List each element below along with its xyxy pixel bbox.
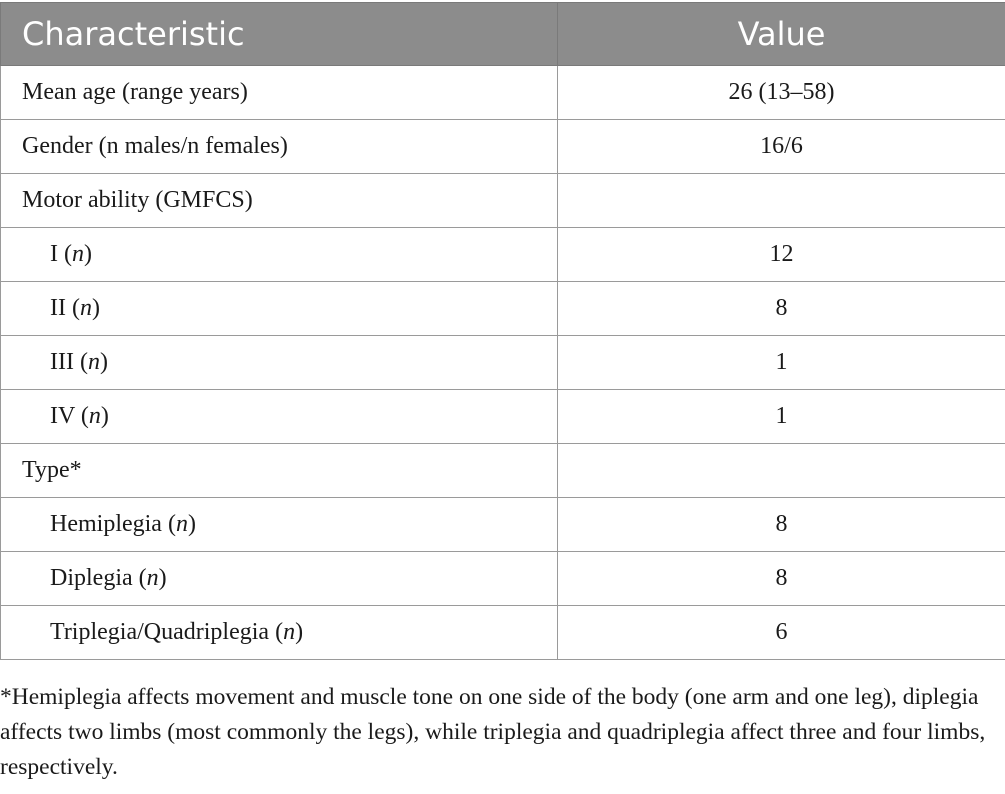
row-label-text: Motor ability (GMFCS) <box>22 187 253 213</box>
row-label-n: n <box>87 349 100 375</box>
row-label-text: Diplegia ( <box>50 565 147 591</box>
row-label-close: ) <box>83 241 92 267</box>
row-label-n: n <box>175 511 188 537</box>
row-value: 8 <box>558 498 1005 552</box>
header-characteristic: Characteristic <box>1 3 558 66</box>
row-value: 12 <box>558 228 1005 282</box>
row-label-text: Mean age (range years) <box>22 79 248 105</box>
row-label-text: III ( <box>50 349 88 375</box>
row-value: 6 <box>558 606 1005 660</box>
row-label-n: n <box>283 619 296 645</box>
row-label-text: II ( <box>50 295 80 321</box>
characteristics-table <box>0 2 1005 660</box>
row-label-close: ) <box>99 349 108 375</box>
row-label <box>1 552 558 606</box>
table-row <box>1 174 1005 228</box>
row-value: 8 <box>558 552 1005 606</box>
row-label-text: Gender (n males/n females) <box>22 133 288 159</box>
characteristics-table-wrapper <box>0 2 1005 660</box>
row-value: 1 <box>558 390 1005 444</box>
row-label-n: n <box>146 565 159 591</box>
table-row <box>1 66 1005 120</box>
row-label <box>1 228 558 282</box>
row-label-close: ) <box>158 565 167 591</box>
row-value: 1 <box>558 336 1005 390</box>
row-label <box>1 498 558 552</box>
table-row <box>1 390 1005 444</box>
row-value: 8 <box>558 282 1005 336</box>
table-row <box>1 228 1005 282</box>
row-label <box>1 282 558 336</box>
table-footnote: *Hemiplegia affects movement and muscle tone on one side of the body (one arm and one leg), diplegia affects two limbs (most commonly the legs), while triplegia and quadriplegia affect three and four limbs, respectively. <box>0 684 986 780</box>
table-row <box>1 282 1005 336</box>
row-label <box>1 606 558 660</box>
row-label-text: I ( <box>50 241 72 267</box>
row-label <box>1 336 558 390</box>
table-row <box>1 606 1005 660</box>
row-label <box>1 174 558 228</box>
table-row <box>1 498 1005 552</box>
row-label-close: ) <box>91 295 100 321</box>
row-label-n: n <box>88 403 101 429</box>
row-label-close: ) <box>100 403 109 429</box>
table-body <box>1 66 1005 660</box>
row-label <box>1 390 558 444</box>
row-label-text: IV ( <box>50 403 89 429</box>
row-label <box>1 444 558 498</box>
row-label <box>1 120 558 174</box>
header-value: Value <box>558 3 1005 66</box>
row-label-close: ) <box>187 511 196 537</box>
row-label-n: n <box>79 295 92 321</box>
row-label-text: Triplegia/Quadriplegia ( <box>50 619 284 645</box>
table-header <box>1 3 1005 66</box>
row-label-close: ) <box>295 619 304 645</box>
table-row <box>1 552 1005 606</box>
row-value <box>558 174 1005 228</box>
row-label-n: n <box>71 241 84 267</box>
table-row <box>1 444 1005 498</box>
row-label-text: Type* <box>22 457 82 483</box>
row-label <box>1 66 558 120</box>
header-row <box>1 3 1005 66</box>
row-value: 26 (13–58) <box>558 66 1005 120</box>
row-label-text: Hemiplegia ( <box>50 511 176 537</box>
table-row <box>1 120 1005 174</box>
table-row <box>1 336 1005 390</box>
row-value <box>558 444 1005 498</box>
row-value: 16/6 <box>558 120 1005 174</box>
